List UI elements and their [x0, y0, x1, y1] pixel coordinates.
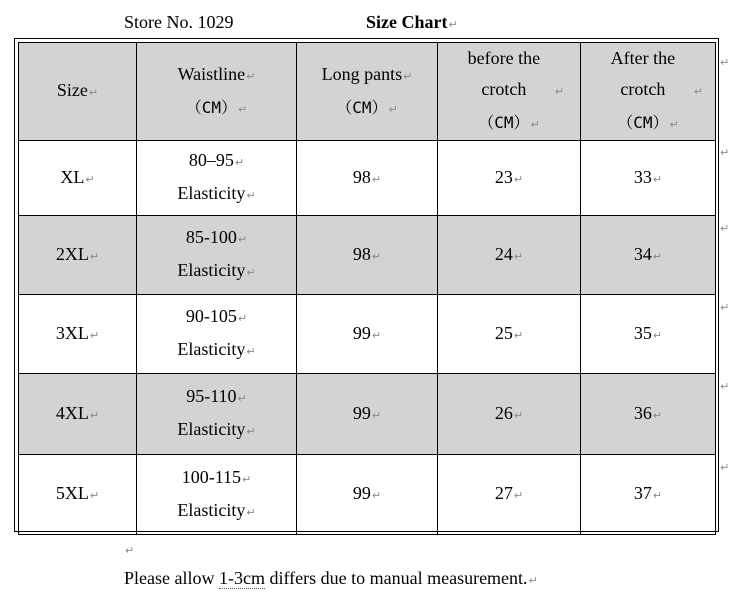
waist-note: Elasticity — [177, 499, 246, 520]
paragraph-mark: ↵ — [89, 408, 100, 422]
measurement-note — [124, 568, 538, 589]
paragraph-mark: ↵ — [403, 69, 413, 83]
paragraph-mark: ↵ — [371, 408, 382, 422]
paragraph-mark: ↵ — [246, 505, 256, 519]
cell-before-crotch — [438, 455, 581, 535]
long-value: 99 — [352, 322, 371, 343]
paragraph-mark: ↵ — [371, 249, 382, 263]
before-value: 26 — [494, 402, 513, 423]
header-label: before the crotch — [467, 48, 541, 99]
header-label: After the crotch — [610, 48, 676, 99]
header-row — [19, 43, 716, 141]
paragraph-mark: ↵ — [554, 85, 565, 98]
paragraph-mark: ↵ — [88, 86, 99, 99]
row-end-mark: ↵ — [720, 56, 730, 69]
size-value: 2XL — [55, 243, 89, 264]
after-value: 35 — [633, 322, 652, 343]
cell-before-crotch — [438, 374, 581, 455]
cell-after-crotch — [581, 455, 716, 535]
waist-range: 90-105 — [185, 306, 237, 326]
header-after-crotch — [581, 43, 716, 141]
cell-waistline — [137, 216, 297, 295]
paragraph-mark: ↵ — [513, 328, 524, 342]
paragraph-mark: ↵ — [246, 69, 256, 83]
header-label: Long pants — [321, 63, 403, 84]
header-unit: （CM） — [478, 113, 530, 132]
row-end-mark: ↵ — [720, 301, 730, 314]
cell-after-crotch — [581, 374, 716, 455]
long-value: 99 — [352, 402, 371, 423]
before-value: 24 — [494, 243, 513, 264]
paragraph-mark: ↵ — [89, 328, 100, 342]
waist-range: 85-100 — [185, 227, 237, 247]
paragraph-mark: ↵ — [371, 172, 382, 186]
waist-note: Elasticity — [177, 339, 246, 359]
paragraph-mark: ↵ — [652, 172, 663, 186]
waist-note: Elasticity — [177, 260, 246, 280]
paragraph-mark: ↵ — [652, 328, 663, 342]
header-waistline — [137, 43, 297, 141]
cell-after-crotch — [581, 295, 716, 374]
header-label: Size — [56, 80, 88, 100]
page-title — [366, 12, 458, 33]
note-underlined: 1-3cm — [218, 568, 265, 588]
header-unit: （CM） — [185, 97, 238, 117]
cell-waistline — [137, 455, 297, 535]
waist-note: Elasticity — [177, 183, 246, 203]
after-value: 33 — [633, 166, 652, 187]
paragraph-mark: ↵ — [238, 102, 248, 116]
after-value: 34 — [633, 243, 652, 264]
store-number: Store No. 1029 — [124, 12, 234, 32]
row-end-mark: ↵ — [720, 146, 730, 159]
paragraph-mark: ↵ — [513, 489, 524, 502]
paragraph-mark: ↵ — [513, 249, 524, 263]
cell-after-crotch — [581, 216, 716, 295]
cell-after-crotch — [581, 141, 716, 216]
before-value: 23 — [494, 166, 513, 187]
header-size — [19, 43, 137, 141]
cell-long-pants — [297, 374, 438, 455]
paragraph-mark: ↵ — [234, 156, 245, 169]
note-text: Please allow — [124, 568, 219, 588]
table-row — [19, 455, 716, 535]
cell-waistline — [137, 295, 297, 374]
cell-size — [19, 374, 137, 455]
paragraph-mark: ↵ — [125, 544, 135, 557]
row-end-mark: ↵ — [720, 222, 730, 235]
table-row — [19, 295, 716, 374]
after-value: 36 — [633, 402, 652, 423]
header-long-pants — [297, 43, 438, 141]
table-row — [19, 141, 716, 216]
header-label: Waistline — [177, 63, 246, 84]
long-value: 98 — [352, 166, 371, 187]
cell-long-pants — [297, 455, 438, 535]
paragraph-mark: ↵ — [85, 172, 95, 186]
paragraph-mark: ↵ — [246, 266, 256, 279]
paragraph-mark: ↵ — [237, 312, 248, 325]
note-text: differs due to manual measurement. — [264, 568, 528, 588]
cell-size — [19, 141, 137, 216]
waist-range: 100-115 — [181, 466, 242, 487]
table-row — [19, 374, 716, 455]
long-value: 99 — [352, 483, 371, 503]
paragraph-mark: ↵ — [448, 18, 458, 31]
paragraph-mark: ↵ — [528, 574, 538, 587]
paragraph-mark: ↵ — [388, 102, 398, 116]
row-end-mark: ↵ — [720, 461, 730, 474]
before-value: 27 — [494, 483, 513, 503]
cell-size — [19, 216, 137, 295]
paragraph-mark: ↵ — [371, 328, 382, 342]
row-end-mark: ↵ — [720, 380, 730, 393]
paragraph-mark: ↵ — [246, 345, 256, 358]
table-row — [19, 216, 716, 295]
cell-size — [19, 455, 137, 535]
after-value: 37 — [633, 483, 652, 503]
long-value: 98 — [352, 243, 371, 264]
waist-note: Elasticity — [177, 419, 246, 439]
paragraph-mark: ↵ — [89, 249, 100, 263]
title-text: Size Chart — [366, 12, 448, 32]
size-value: 5XL — [55, 483, 89, 503]
paragraph-mark: ↵ — [652, 408, 663, 422]
cell-waistline — [137, 141, 297, 216]
size-value: XL — [60, 166, 85, 187]
paragraph-mark: ↵ — [246, 425, 256, 438]
paragraph-mark: ↵ — [669, 118, 679, 131]
header-before-crotch — [438, 43, 581, 141]
cell-size — [19, 295, 137, 374]
paragraph-mark: ↵ — [371, 489, 382, 502]
cell-long-pants — [297, 295, 438, 374]
waist-range: 80–95 — [188, 150, 234, 170]
size-value: 4XL — [55, 402, 89, 423]
size-chart-table — [18, 42, 716, 535]
paragraph-mark: ↵ — [513, 172, 524, 186]
paragraph-mark: ↵ — [652, 489, 663, 502]
paragraph-mark: ↵ — [693, 85, 704, 98]
paragraph-mark: ↵ — [513, 408, 524, 422]
header-unit: （CM） — [617, 113, 669, 132]
cell-before-crotch — [438, 295, 581, 374]
cell-long-pants — [297, 141, 438, 216]
cell-before-crotch — [438, 141, 581, 216]
cell-waistline — [137, 374, 297, 455]
paragraph-mark: ↵ — [652, 249, 663, 263]
header-unit: （CM） — [336, 97, 388, 117]
paragraph-mark: ↵ — [530, 118, 540, 131]
cell-long-pants — [297, 216, 438, 295]
waist-range: 95-110 — [186, 386, 237, 406]
before-value: 25 — [494, 322, 513, 343]
paragraph-mark: ↵ — [242, 472, 252, 486]
paragraph-mark: ↵ — [89, 489, 100, 502]
paragraph-mark: ↵ — [237, 233, 248, 246]
paragraph-mark: ↵ — [246, 189, 256, 202]
size-value: 3XL — [55, 322, 89, 343]
paragraph-mark: ↵ — [237, 392, 247, 405]
cell-before-crotch — [438, 216, 581, 295]
table-frame — [14, 38, 719, 532]
